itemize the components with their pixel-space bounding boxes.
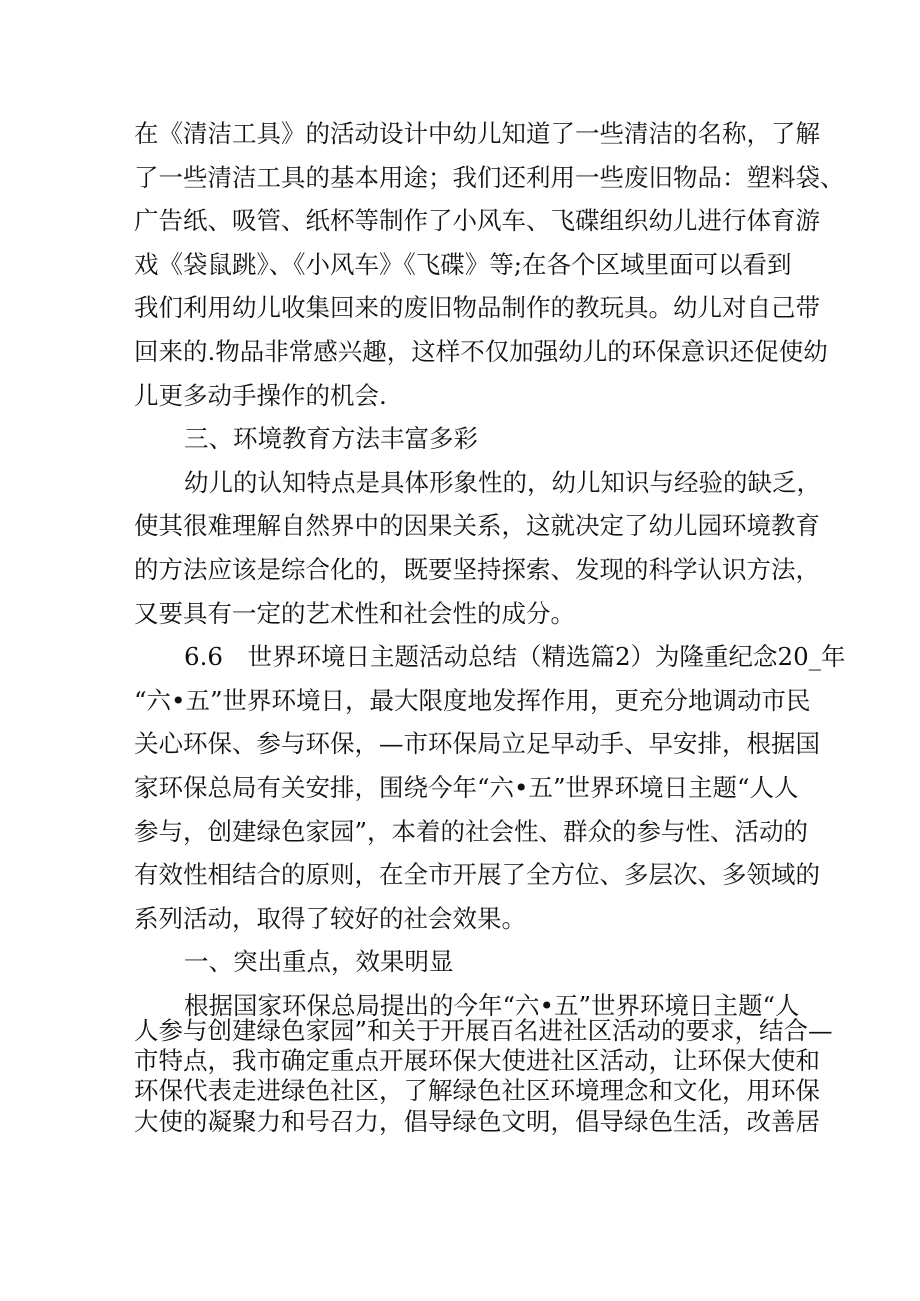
text-line: 大使的凝聚力和号召力，倡导绿色文明，倡导绿色生活，改善居 [134, 1106, 820, 1136]
paragraph-environment-day-summary [134, 635, 846, 940]
text-line: 在《清洁工具》的活动设计中幼儿知道了一些清洁的名称，了解 [134, 119, 820, 148]
text-line: 市特点，我市确定重点开展环保大使进社区活动，让环保大使和 [134, 1046, 820, 1076]
text-line: 人参与创建绿色家园”和关于开展百名进社区活动的要求，结合— [134, 1015, 833, 1045]
text-line: 有效性相结合的原则，在全市开展了全方位、多层次、多领域的 [134, 860, 820, 890]
text-line: 戏《袋鼠跳》、《小风车》《飞碟》等;在各个区域里面可以看到 [134, 249, 792, 279]
text-line: 了一些清洁工具的基本用途；我们还利用一些废旧物品：塑料袋、 [134, 162, 845, 192]
text-line: 回来的.物品非常感兴趣，这样不仅加强幼儿的环保意识还促使幼 [134, 336, 828, 366]
paragraph-recycled-materials [134, 112, 845, 417]
text-line: 参与，创建绿色家园”，本着的社会性、群众的参与性、活动的 [134, 816, 809, 846]
text-line: 我们利用幼儿收集回来的废旧物品制作的教玩具。幼儿对自己带 [134, 293, 820, 323]
text-line: 的方法应该是综合化的，既要坚持探索、发现的科学认识方法， [134, 554, 820, 584]
text-line: 环保代表走进绿色社区，了解绿色社区环境理念和文化，用环保 [134, 1076, 820, 1106]
text-line: 家环保总局有关安排，围绕今年“六•五”世界环境日主题“人人 [134, 772, 799, 802]
paragraph-community-ambassadors [134, 984, 833, 1137]
text-line: 系列活动，取得了较好的社会效果。 [134, 903, 526, 933]
text-line: 使其很难理解自然界中的因果关系，这就决定了幼儿园环境教育 [134, 511, 820, 541]
text-line: 6.6 世界环境日主题活动总结（精选篇2）为隆重纪念20_年 [184, 642, 846, 672]
section-heading-1 [134, 940, 790, 984]
text-line: 幼儿的认知特点是具体形象性的，幼儿知识与经验的缺乏， [184, 467, 821, 497]
text-line: 广告纸、吸管、纸杯等制作了小风车、飞碟组织幼儿进行体育游 [134, 206, 820, 236]
text-line: 根据国家环保总局提出的今年“六•五”世界环境日主题“人 [184, 990, 800, 1020]
text-line: 又要具有一定的艺术性和社会性的成分。 [134, 598, 575, 628]
heading-text: 三、环境教育方法丰富多彩 [184, 424, 478, 454]
heading-text: 一、突出重点，效果明显 [184, 947, 454, 977]
text-line: 儿更多动手操作的机会. [134, 380, 387, 410]
paragraph-cognitive-traits [134, 461, 821, 635]
section-heading-3 [134, 417, 790, 461]
text-line: “六•五”世界环境日，最大限度地发挥作用，更充分地调动市民 [134, 685, 811, 715]
text-line: 关心环保、参与环保，—市环保局立足早动手、早安排，根据国 [134, 729, 820, 759]
document-body [134, 112, 846, 1137]
